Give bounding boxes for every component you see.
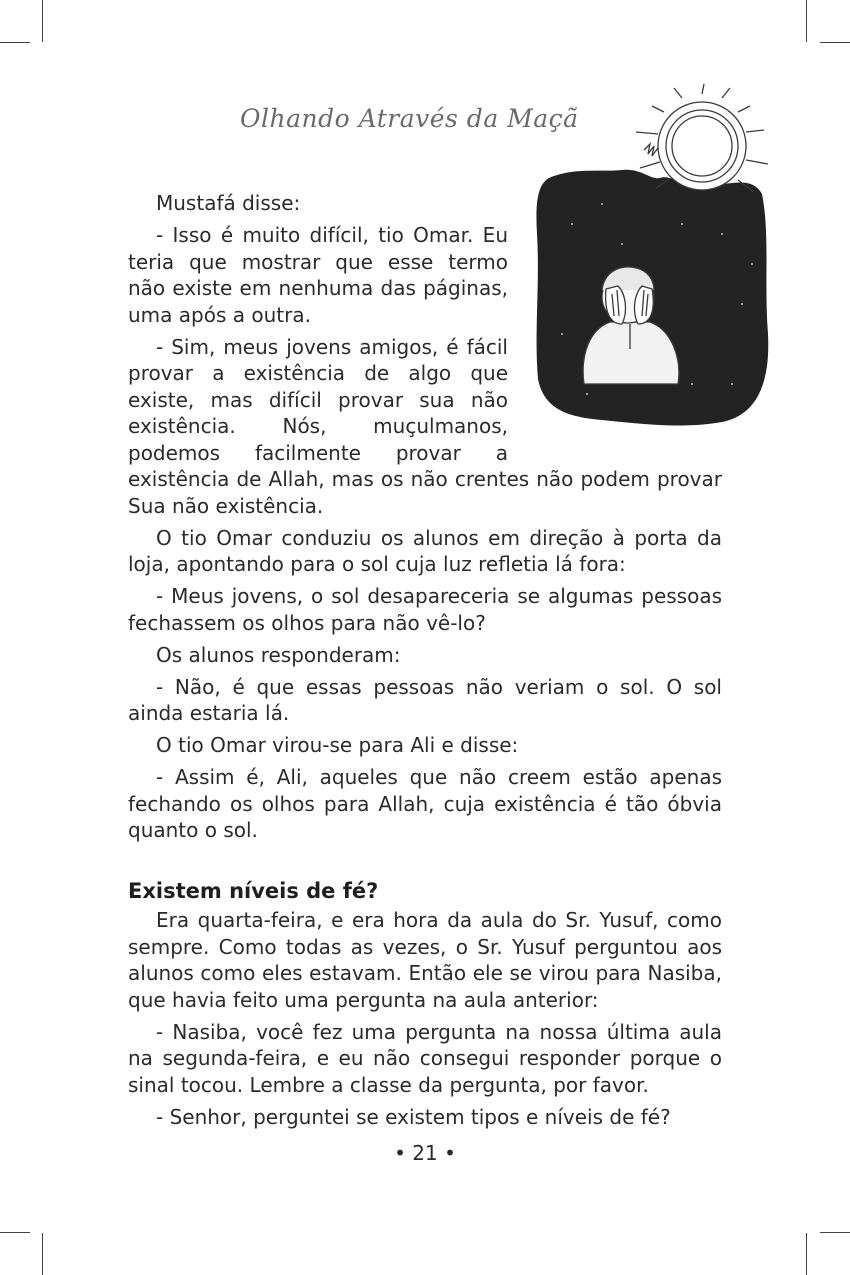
crop-mark: [820, 42, 850, 43]
page-number: • 21 •: [394, 1141, 456, 1165]
paragraph: - Assim é, Ali, aqueles que não creem estão apenas fechando os olhos para Allah, cuja existência é tão óbvia quanto o sol.: [128, 765, 722, 842]
body-text: [128, 190, 722, 1136]
crop-mark: [42, 1233, 43, 1275]
paragraph: - Nasiba, você fez uma pergunta na nossa última aula na segunda-feira, e eu não consegui responder porque o sinal tocou. Lembre a classe da pergunta, por favor.: [128, 1019, 722, 1097]
crop-mark: [0, 42, 30, 43]
paragraph: O tio Omar virou-se para Ali e disse:: [156, 733, 519, 757]
running-head: Olhando Através da Maçã: [240, 104, 579, 133]
section-heading: Existem níveis de fé?: [128, 878, 379, 903]
crop-mark: [820, 1232, 850, 1233]
paragraph: - Meus jovens, o sol desapareceria se algumas pessoas fechassem os olhos para não vê-lo?: [128, 584, 722, 635]
paragraph: Mustafá disse:: [156, 191, 301, 215]
paragraph: - Não, é que essas pessoas não veriam o sol. O sol ainda estaria lá.: [128, 674, 722, 725]
paragraph: Os alunos responderam:: [156, 642, 401, 667]
crop-mark: [806, 0, 807, 42]
crop-mark: [806, 1233, 807, 1275]
paragraph: - Isso é muito difícil, tio Omar. Eu teria que mostrar que esse termo não existe em nenhuma das páginas, uma após a outra.: [128, 223, 508, 327]
sun-icon: [636, 84, 768, 192]
paragraph: - Senhor, perguntei se existem tipos e níveis de fé?: [156, 1104, 671, 1129]
paragraph: O tio Omar conduziu os alunos em direção à porta da loja, apontando para o sol cuja luz refletia lá fora:: [128, 525, 722, 576]
paragraph: - Sim, meus jovens amigos, é fácil provar a existência de algo que existe, mas difícil provar sua não existência. Nós, muçulmanos, podemos facilmente provar a existência de Allah, mas os não crentes não podem provar Sua não existência.: [128, 334, 722, 518]
paragraph: Era quarta-feira, e era hora da aula do Sr. Yusuf, como sempre. Como todas as vezes, o Sr. Yusuf perguntou aos alunos como eles estavam. Então ele se virou para Nasiba, que havia feito uma pergunta na aula anterior:: [128, 908, 722, 1012]
crop-mark: [0, 1232, 30, 1233]
crop-mark: [42, 0, 43, 42]
illustration-space: [508, 190, 722, 442]
